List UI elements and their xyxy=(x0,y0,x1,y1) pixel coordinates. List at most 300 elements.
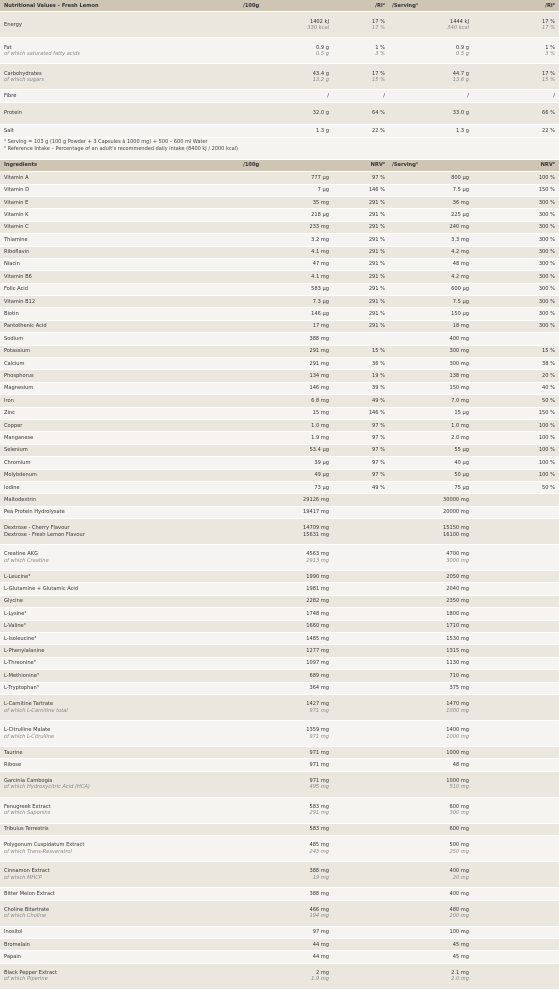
table-cell xyxy=(240,907,333,919)
table-cell xyxy=(0,323,240,329)
table-row xyxy=(0,951,559,963)
cell-value: 44 mg xyxy=(312,953,329,960)
cell-value: 97 % xyxy=(372,174,385,181)
table-cell xyxy=(473,348,559,354)
table-cell xyxy=(240,261,333,267)
cell-value: 600 mg xyxy=(449,804,469,811)
cell-value: 39 % xyxy=(372,385,385,392)
cell-value: 300 % xyxy=(538,211,555,218)
table-cell xyxy=(389,460,473,466)
table-cell xyxy=(0,778,240,790)
cell-value: 40 µg xyxy=(454,459,469,466)
cell-value: Potassium xyxy=(4,348,31,355)
table-cell xyxy=(240,274,333,280)
table-cell xyxy=(240,842,333,854)
table-cell xyxy=(333,385,389,391)
column-header: NRV² xyxy=(370,162,385,169)
table-cell xyxy=(389,868,473,880)
table-row xyxy=(0,927,559,939)
table-cell xyxy=(473,398,559,404)
cell-value: 19 % xyxy=(372,373,385,379)
table-cell xyxy=(473,200,559,206)
cell-value: 233 mg xyxy=(309,224,329,231)
cell-value: 100 % xyxy=(538,422,555,429)
cell-value: 40 % xyxy=(542,385,555,392)
table-row xyxy=(0,222,559,234)
table-cell xyxy=(389,373,473,379)
cell-value: 100 % xyxy=(538,459,555,466)
cell-value: 300 % xyxy=(538,249,555,256)
table-cell xyxy=(0,22,240,28)
cell-value: 291 % xyxy=(368,199,385,206)
table-cell xyxy=(333,93,389,99)
cell-value: L-Citrulline Malate xyxy=(4,727,51,734)
table-cell xyxy=(389,274,473,280)
cell-value: 50 µg xyxy=(454,472,469,479)
cell-value: 300 mg xyxy=(449,348,469,355)
cell-value: 45 mg xyxy=(452,941,469,948)
column-header: /Serving¹ xyxy=(392,162,419,169)
table-cell xyxy=(333,175,389,181)
cell-value: 20 % xyxy=(542,373,555,379)
table-cell xyxy=(389,660,473,666)
cell-value: Energy xyxy=(4,21,22,28)
cell-value: 6.8 mg xyxy=(311,397,329,404)
cell-sub-value: 3000 mg xyxy=(446,557,469,564)
table-cell xyxy=(473,373,559,379)
cell-value: / xyxy=(327,92,329,99)
table-cell xyxy=(473,212,559,218)
table-row xyxy=(0,395,559,407)
cell-value: 300 % xyxy=(538,298,555,305)
table-cell xyxy=(0,460,240,466)
table-cell xyxy=(0,826,240,832)
table-cell xyxy=(0,842,240,854)
table-cell xyxy=(333,299,389,305)
table-cell xyxy=(0,336,240,342)
cell-value: 388 mg xyxy=(309,868,329,875)
table-cell xyxy=(473,237,559,243)
table-cell xyxy=(240,929,333,935)
table-cell xyxy=(333,237,389,243)
cell-value: 777 µg xyxy=(311,174,329,181)
table-cell xyxy=(473,286,559,292)
cell-sub-value: of which Hydroxycitric Acid (HCA) xyxy=(4,784,90,791)
table-cell xyxy=(473,410,559,416)
table-row xyxy=(0,759,559,771)
table-cell xyxy=(389,954,473,960)
table-cell xyxy=(0,891,240,897)
cell-value: 291 % xyxy=(368,249,385,256)
cell-value: 38 % xyxy=(542,360,555,367)
table-cell xyxy=(0,942,240,948)
cell-sub-value: 17 % xyxy=(542,24,555,31)
table-cell xyxy=(240,373,333,379)
cell-value: 1470 mg xyxy=(446,701,469,708)
cell-value: 4.1 mg xyxy=(311,249,329,256)
table-cell xyxy=(0,907,240,919)
cell-sub-value: 2913 mg xyxy=(306,557,329,564)
table-cell xyxy=(0,485,240,491)
table-cell xyxy=(240,636,333,642)
table-row xyxy=(0,824,559,836)
table-cell xyxy=(0,175,240,181)
table-row xyxy=(0,103,559,126)
table-cell xyxy=(389,778,473,790)
table-cell xyxy=(389,286,473,292)
cell-value: 7.3 µg xyxy=(312,298,329,305)
table-row xyxy=(0,346,559,358)
cell-sub-value: 340 kcal xyxy=(447,24,469,31)
table-cell xyxy=(473,93,559,99)
table-row xyxy=(0,321,559,333)
table-cell xyxy=(240,460,333,466)
cell-value: 146 µg xyxy=(311,311,329,318)
cell-value: Choline Bitartrate xyxy=(4,906,50,913)
table-cell xyxy=(389,636,473,642)
cell-value: Papain xyxy=(4,953,21,960)
table-row xyxy=(0,608,559,620)
cell-value: 50 % xyxy=(542,484,555,491)
table-cell xyxy=(389,727,473,739)
table-row xyxy=(0,271,559,283)
cell-value: 100 % xyxy=(538,434,555,441)
cell-value: 73 µg xyxy=(314,484,329,491)
table-row xyxy=(0,482,559,494)
table-row xyxy=(0,695,559,721)
cell-sub-value: 15631 mg xyxy=(302,531,329,538)
table-cell xyxy=(389,175,473,181)
cell-value: 36 % xyxy=(372,360,385,367)
table-cell xyxy=(240,611,333,617)
cell-value: Chromium xyxy=(4,459,31,466)
table-cell xyxy=(0,385,240,391)
cell-value: Tribulus Terrestris xyxy=(4,826,49,833)
cell-value: 1.0 mg xyxy=(311,422,329,429)
table-cell xyxy=(389,826,473,832)
table-row xyxy=(0,125,559,137)
cell-sub-value: 3 % xyxy=(545,50,555,57)
cell-value: L-Threonine³ xyxy=(4,660,36,667)
table-cell xyxy=(240,586,333,592)
cell-value: 150 % xyxy=(538,410,555,417)
table-cell xyxy=(240,701,333,713)
table-cell xyxy=(240,954,333,960)
table-cell xyxy=(333,361,389,367)
table-cell xyxy=(240,673,333,679)
cell-value: Pea Protein Hydrolysate xyxy=(4,509,65,516)
cell-value: 1981 mg xyxy=(306,586,329,593)
table-cell xyxy=(389,45,473,57)
cell-value: Fat xyxy=(4,44,12,51)
cell-value: L-Leucine³ xyxy=(4,573,31,580)
cell-value: 1130 mg xyxy=(446,660,469,667)
cell-value: Copper xyxy=(4,422,23,429)
table-cell xyxy=(473,110,559,116)
cell-sub-value: of which Creatine xyxy=(4,557,49,564)
cell-value: 1710 mg xyxy=(446,623,469,630)
table-cell xyxy=(333,435,389,441)
table-cell xyxy=(240,509,333,515)
table-cell xyxy=(473,249,559,255)
cell-value: 600 µg xyxy=(451,286,469,293)
cell-sub-value: of which MHCP xyxy=(4,874,42,881)
cell-sub-value: of which Trans-Resveratrol xyxy=(4,848,72,855)
table-cell xyxy=(240,19,333,31)
table-cell xyxy=(389,447,473,453)
table-cell xyxy=(389,423,473,429)
cell-value: 4.2 mg xyxy=(451,273,469,280)
cell-value: 15 % xyxy=(542,348,555,355)
cell-sub-value: 13.6 g xyxy=(452,76,469,83)
cell-value: L-Lysine³ xyxy=(4,610,27,617)
cell-value: L-Valine³ xyxy=(4,623,26,630)
cell-value: Carbohydrates xyxy=(4,70,42,77)
cell-value: 1.9 mg xyxy=(311,434,329,441)
table-cell xyxy=(240,891,333,897)
table-row xyxy=(0,209,559,221)
cell-value: 971 mg xyxy=(309,778,329,785)
table-cell xyxy=(473,460,559,466)
cell-value: L-Carnitine Tartrate xyxy=(4,701,54,708)
table-cell xyxy=(0,929,240,935)
cell-value: 4.2 mg xyxy=(451,249,469,256)
table-cell xyxy=(240,525,333,537)
table-cell xyxy=(240,336,333,342)
cell-sub-value: 250 mg xyxy=(449,848,469,855)
cell-value: 971 mg xyxy=(309,761,329,768)
table-row xyxy=(0,683,559,695)
table-row xyxy=(0,507,559,519)
cell-value: Polygonum Cuspidatum Extract xyxy=(4,842,85,849)
cell-value: 1.3 g xyxy=(316,127,329,134)
table-cell xyxy=(0,586,240,592)
cell-value: 15150 mg xyxy=(442,525,469,532)
cell-value: 1 % xyxy=(545,44,555,51)
table-cell xyxy=(240,970,333,982)
cell-value: 300 mg xyxy=(449,360,469,367)
cell-value: 33.0 g xyxy=(452,110,469,117)
table-cell xyxy=(389,648,473,654)
table-cell xyxy=(389,598,473,604)
table-cell xyxy=(0,200,240,206)
cell-value: 1800 mg xyxy=(446,610,469,617)
table-cell xyxy=(389,249,473,255)
table-row xyxy=(0,284,559,296)
cell-sub-value: 0.5 g xyxy=(316,50,329,57)
cell-value: 388 mg xyxy=(309,335,329,342)
table-cell xyxy=(389,237,473,243)
footnote: ² Reference Intake – Percentage of an adult's recommended daily intake (8400 kJ / 2000 kcal) xyxy=(4,145,238,152)
table-cell xyxy=(333,348,389,354)
table-row xyxy=(0,370,559,382)
table-cell xyxy=(333,19,389,31)
cell-value: 7.0 mg xyxy=(451,397,469,404)
table-cell xyxy=(240,826,333,832)
table-cell xyxy=(0,648,240,654)
table-cell xyxy=(333,200,389,206)
table-cell xyxy=(240,286,333,292)
cell-value: 32.0 g xyxy=(312,110,329,117)
table-cell xyxy=(0,750,240,756)
cell-value: 1660 mg xyxy=(306,623,329,630)
table-cell xyxy=(389,942,473,948)
cell-value: Calcium xyxy=(4,360,25,367)
table-cell xyxy=(473,45,559,57)
column-header: Nutritional Values – Fresh Lemon xyxy=(4,2,99,9)
cell-value: 1427 mg xyxy=(306,701,329,708)
table-row xyxy=(0,798,559,824)
table-cell xyxy=(473,311,559,317)
cell-value: 100 % xyxy=(538,447,555,454)
cell-value: Vitamin E xyxy=(4,199,29,206)
table-cell xyxy=(389,509,473,515)
cell-sub-value: 971 mg xyxy=(309,733,329,740)
table-cell xyxy=(240,447,333,453)
column-header: /Serving¹ xyxy=(392,2,419,9)
cell-value: 15 µg xyxy=(454,410,469,417)
cell-value: 97 % xyxy=(372,422,385,429)
cell-value: 291 mg xyxy=(309,360,329,367)
cell-value: 291 % xyxy=(368,311,385,318)
cell-value: 300 % xyxy=(538,311,555,318)
column-header: Ingredients xyxy=(4,162,38,169)
table-cell xyxy=(0,299,240,305)
cell-value: 1748 mg xyxy=(306,610,329,617)
cell-value: 150 µg xyxy=(451,311,469,318)
table-cell xyxy=(333,323,389,329)
table-cell xyxy=(240,472,333,478)
table-cell xyxy=(240,762,333,768)
table-cell xyxy=(389,200,473,206)
table-cell xyxy=(389,398,473,404)
cell-value: 17 % xyxy=(542,70,555,77)
table-cell xyxy=(240,110,333,116)
table-cell xyxy=(240,45,333,57)
table-cell xyxy=(0,187,240,193)
table-row xyxy=(0,633,559,645)
cell-sub-value: 0.5 g xyxy=(456,50,469,57)
table-cell xyxy=(389,435,473,441)
table-row xyxy=(0,172,559,184)
cell-value: 300 % xyxy=(538,323,555,330)
nutritional-values-table xyxy=(0,0,559,138)
cell-value: 17 % xyxy=(542,18,555,25)
table-cell xyxy=(0,660,240,666)
table-cell xyxy=(0,274,240,280)
table-row xyxy=(0,721,559,747)
table-row xyxy=(0,420,559,432)
table-cell xyxy=(240,323,333,329)
cell-value: 2.0 mg xyxy=(451,434,469,441)
table-row xyxy=(0,545,559,571)
cell-value: 36 mg xyxy=(452,199,469,206)
table-cell xyxy=(389,929,473,935)
cell-value: 17 mg xyxy=(312,323,329,330)
cell-sub-value: of which Choline xyxy=(4,913,47,920)
cell-value: Vitamin B6 xyxy=(4,273,32,280)
table-cell xyxy=(333,472,389,478)
cell-value: Riboflavin xyxy=(4,249,30,256)
cell-value: 600 mg xyxy=(449,826,469,833)
table-cell xyxy=(0,249,240,255)
table-row xyxy=(0,939,559,951)
cell-sub-value: 243 mg xyxy=(309,848,329,855)
cell-value: 75 µg xyxy=(454,484,469,491)
cell-value: 300 % xyxy=(538,236,555,243)
table-cell xyxy=(0,373,240,379)
table-cell xyxy=(389,212,473,218)
cell-value: 30000 mg xyxy=(442,496,469,503)
cell-value: 2050 mg xyxy=(446,573,469,580)
cell-value: 100 % xyxy=(538,174,555,181)
table-cell xyxy=(389,701,473,713)
cell-value: Salt xyxy=(4,127,14,134)
table-cell xyxy=(333,398,389,404)
table-cell xyxy=(473,274,559,280)
cell-value: 7 µg xyxy=(317,187,329,194)
cell-value: 375 mg xyxy=(449,685,469,692)
table-cell xyxy=(240,128,333,134)
table-cell xyxy=(473,323,559,329)
cell-sub-value: 1000 mg xyxy=(446,733,469,740)
table-row xyxy=(0,836,559,862)
table-row xyxy=(0,658,559,670)
table-cell xyxy=(389,842,473,854)
table-cell xyxy=(0,685,240,691)
table-cell xyxy=(240,497,333,503)
cell-value: 4.1 mg xyxy=(311,273,329,280)
table-row xyxy=(0,596,559,608)
cell-value: 1485 mg xyxy=(306,635,329,642)
cell-value: 43.4 g xyxy=(312,70,329,77)
cell-value: Magnesium xyxy=(4,385,34,392)
table-row xyxy=(0,185,559,197)
cell-value: Pantothenic Acid xyxy=(4,323,47,330)
cell-value: 3.3 mg xyxy=(451,236,469,243)
cell-value: L-Methionine³ xyxy=(4,672,39,679)
table-cell xyxy=(240,200,333,206)
table-cell xyxy=(473,423,559,429)
cell-value: 2350 mg xyxy=(446,598,469,605)
cell-value: 22 % xyxy=(542,127,555,134)
cell-value: 146 % xyxy=(368,410,385,417)
cell-value: Thiamine xyxy=(4,236,28,243)
table-cell xyxy=(240,485,333,491)
cell-value: 97 % xyxy=(372,434,385,441)
column-header: /RI² xyxy=(375,2,385,9)
cell-value: / xyxy=(383,92,385,99)
table-cell xyxy=(240,868,333,880)
cell-value: 2.1 mg xyxy=(451,970,469,977)
table-header-row xyxy=(0,160,559,172)
cell-value: 218 µg xyxy=(311,211,329,218)
table-cell xyxy=(333,286,389,292)
cell-value: 300 % xyxy=(538,286,555,293)
cell-value: 18 mg xyxy=(452,323,469,330)
cell-value: Iron xyxy=(4,397,14,404)
table-row xyxy=(0,38,559,64)
table-cell xyxy=(0,361,240,367)
table-cell xyxy=(240,804,333,816)
table-cell xyxy=(389,348,473,354)
cell-value: 49 % xyxy=(372,484,385,491)
table-cell xyxy=(0,212,240,218)
table-cell xyxy=(389,673,473,679)
table-row xyxy=(0,333,559,345)
cell-value: 64 % xyxy=(372,110,385,117)
table-cell xyxy=(333,410,389,416)
